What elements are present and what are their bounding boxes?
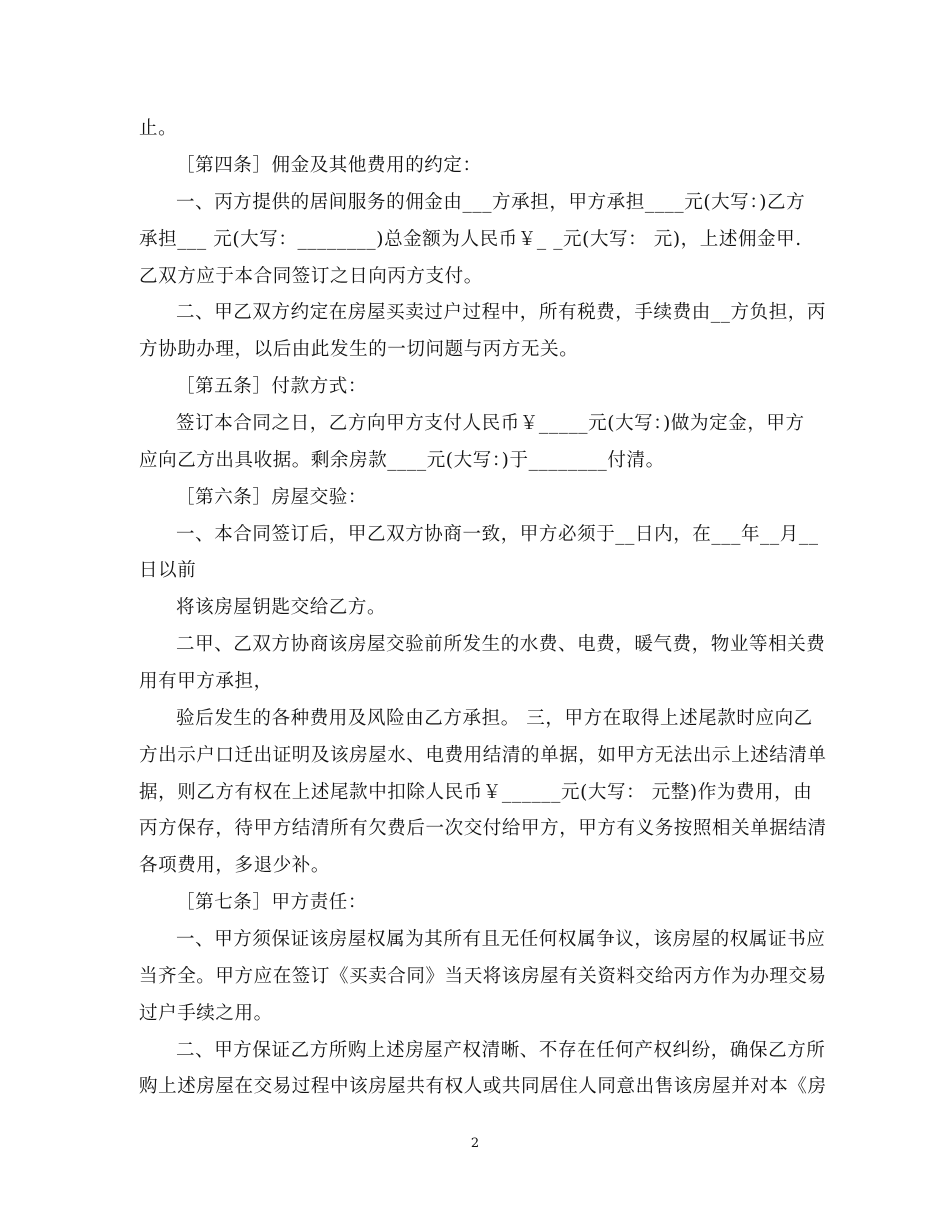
text-line: 购上述房屋在交易过程中该房屋共有权人或共同居住人同意出售该房屋并对本《房 xyxy=(139,1076,827,1097)
text-line: 方出示户口迁出证明及该房屋水、电费用结清的单据，如甲方无法出示上述结清单 xyxy=(139,745,827,766)
page-number: 2 xyxy=(470,1136,480,1151)
text-line: 方协助办理，以后由此发生的一切问题与丙方无关。 xyxy=(139,339,579,360)
section-heading-4: ［第四条］佣金及其他费用的约定： xyxy=(176,155,482,176)
text-line: 止。 xyxy=(139,118,178,139)
text-line: 承担___ 元(大写：________)总金额为人民币￥_ _元(大写： 元)，上述佣金甲. xyxy=(139,229,802,250)
text-line: 乙双方应于本合同签订之日向丙方支付。 xyxy=(139,266,483,287)
section-heading-7: ［第七条］甲方责任： xyxy=(176,892,368,913)
section-heading-6: ［第六条］房屋交验： xyxy=(176,487,368,508)
text-line: 一、甲方须保证该房屋权属为其所有且无任何权属争议，该房屋的权属证书应 xyxy=(176,929,826,950)
section-heading-5: ［第五条］付款方式： xyxy=(176,376,368,397)
text-line: 验后发生的各种费用及风险由乙方承担。 三，甲方在取得上述尾款时应向乙 xyxy=(176,708,813,729)
text-line: 用有甲方承担， xyxy=(139,671,273,692)
text-line: 据，则乙方有权在上述尾款中扣除人民币￥______元(大写： 元整)作为费用，由 xyxy=(139,782,813,803)
text-line: 应向乙方出具收据。剩余房款____元(大写：)于________付清。 xyxy=(139,450,665,471)
text-line: 当齐全。甲方应在签订《买卖合同》当天将该房屋有关资料交给丙方作为办理交易 xyxy=(139,966,827,987)
text-line: 一、本合同签订后，甲乙双方协商一致，甲方必须于__日内，在___年__月__ xyxy=(176,524,819,545)
text-line: 过户手续之用。 xyxy=(139,1003,273,1024)
text-line: 一、丙方提供的居间服务的佣金由___方承担，甲方承担____元(大写：)乙方 xyxy=(176,192,806,213)
text-line: 丙方保存，待甲方结清所有欠费后一次交付给甲方，甲方有义务按照相关单据结清 xyxy=(139,818,827,839)
text-line: 签订本合同之日，乙方向甲方支付人民币￥_____元(大写：)做为定金，甲方 xyxy=(176,413,805,434)
text-line: 各项费用，多退少补。 xyxy=(139,855,331,876)
text-line: 二、甲乙双方约定在房屋买卖过户过程中，所有税费，手续费由__方负担，丙 xyxy=(176,302,827,323)
text-line: 二、甲方保证乙方所购上述房屋产权清晰、不存在任何产权纠纷，确保乙方所 xyxy=(176,1040,826,1061)
text-line: 日以前 xyxy=(139,560,197,581)
text-line: 将该房屋钥匙交给乙方。 xyxy=(176,597,387,618)
text-line: 二甲、乙双方协商该房屋交验前所发生的水费、电费，暖气费，物业等相关费 xyxy=(176,634,826,655)
